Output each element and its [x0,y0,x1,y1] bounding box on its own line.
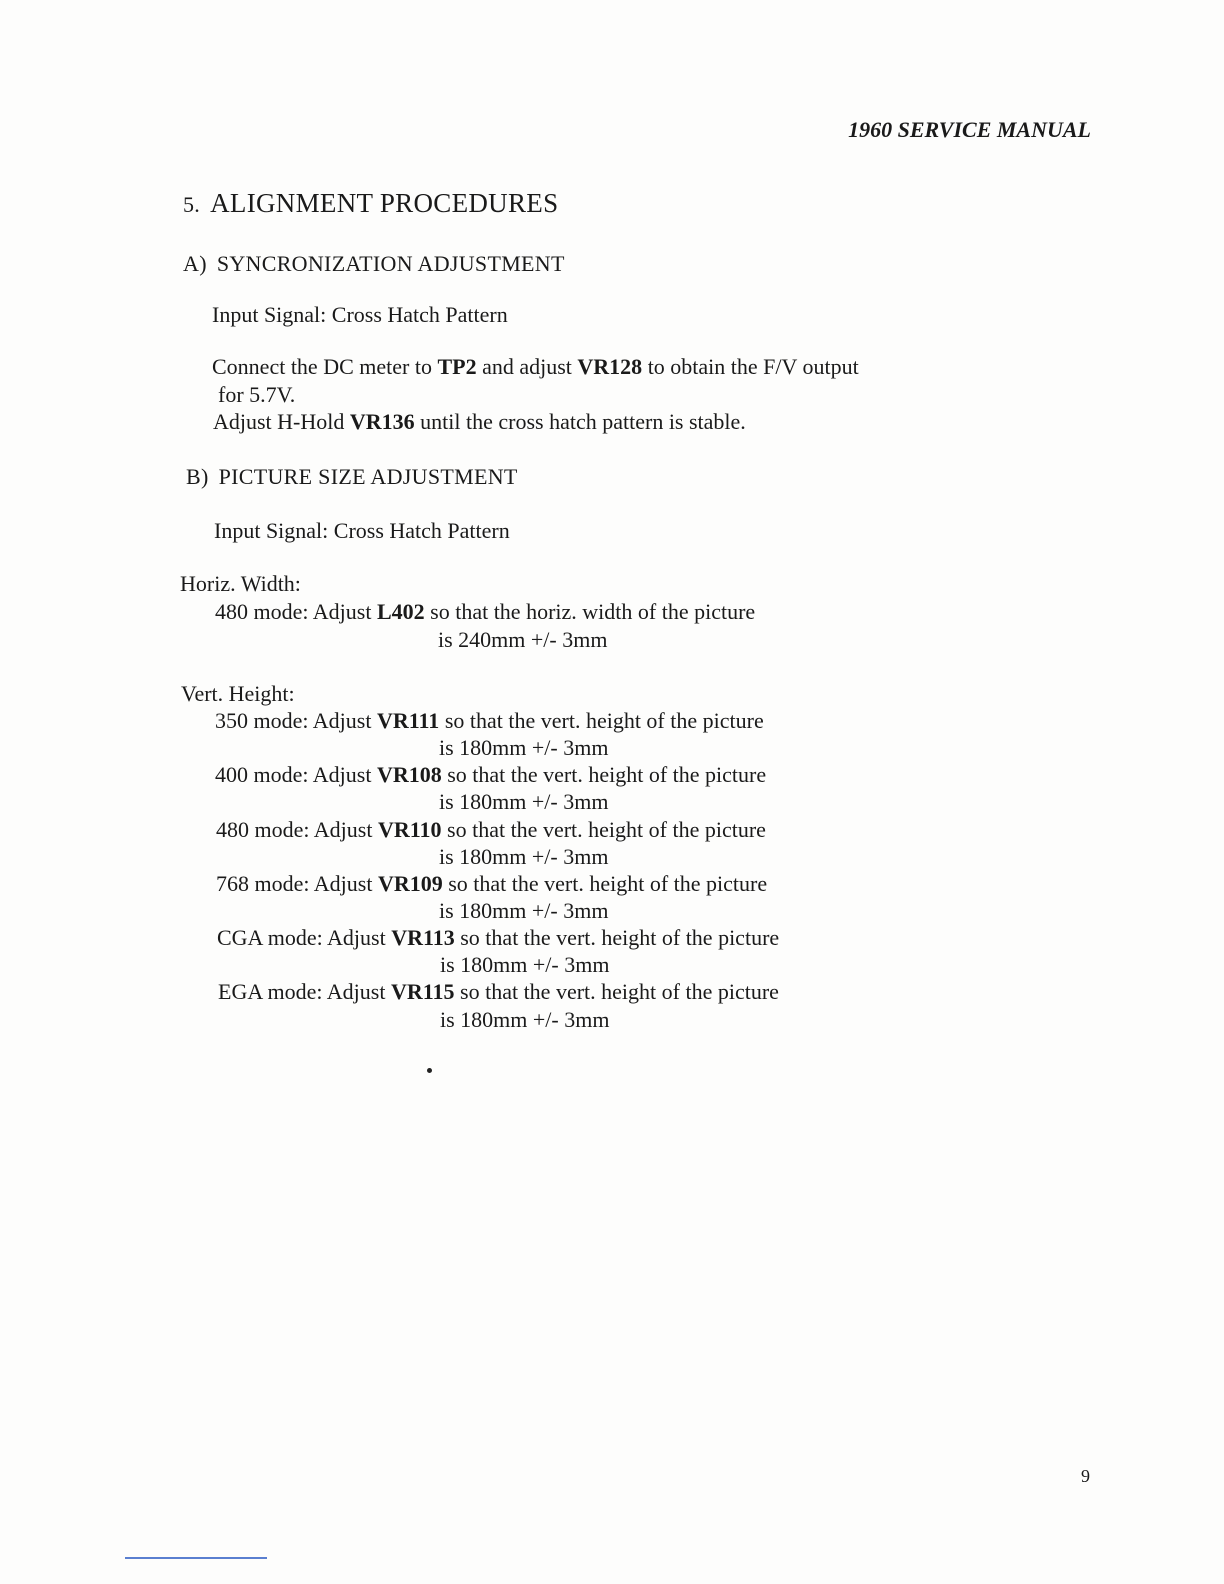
text-run: Adjust H-Hold [213,409,350,434]
sync-instruction-line-3 [213,409,746,435]
text-run: Connect the DC meter to [212,354,438,379]
control-vr136: VR136 [349,409,415,434]
text-run: so that the vert. height of the picture [441,817,766,842]
text-run: so that the horiz. width of the picture [424,599,756,624]
mode-label: 768 mode: Adjust [216,871,378,896]
sync-letter: A) [183,251,207,276]
text-run: so that the vert. height of the picture [454,979,779,1004]
vert-instruction [218,979,779,1005]
vert-spec: is 180mm +/- 3mm [439,789,609,814]
control-vr111: VR111 [376,708,440,733]
vert-spec: is 180mm +/- 3mm [440,952,610,977]
sync-heading [183,251,565,277]
vert-spec: is 180mm +/- 3mm [440,1007,610,1032]
section-title [183,188,558,219]
sync-instruction-line-2: for 5.7V. [218,382,296,407]
vert-instruction [216,817,766,843]
mode-label: 480 mode: Adjust [215,599,377,624]
mode-label: EGA mode: Adjust [218,979,391,1004]
section-title-text: ALIGNMENT PROCEDURES [210,188,559,218]
horiz-width-instruction [215,599,755,625]
control-vr109: VR109 [377,871,443,896]
text-run: until the cross hatch pattern is stable. [414,409,746,434]
size-heading [186,464,518,490]
section-number: 5. [183,192,201,217]
text-run: so that the vert. height of the picture [439,708,764,733]
control-l402: L402 [376,599,425,624]
bottom-rule [125,1557,267,1559]
control-vr115: VR115 [390,979,455,1004]
control-vr110: VR110 [377,817,442,842]
text-run: so that the vert. height of the picture [441,762,767,787]
size-letter: B) [186,464,209,489]
control-vr113: VR113 [391,925,455,950]
sync-instruction-line-1 [212,354,859,380]
control-vr108: VR108 [376,762,442,787]
mode-label: 350 mode: Adjust [215,708,377,733]
sync-title: SYNCRONIZATION ADJUSTMENT [216,251,565,276]
size-title: PICTURE SIZE ADJUSTMENT [218,464,518,489]
horiz-width-spec: is 240mm +/- 3mm [438,627,608,652]
mode-label: 480 mode: Adjust [216,817,378,842]
vert-spec: is 180mm +/- 3mm [439,844,609,869]
mode-label: CGA mode: Adjust [217,925,392,950]
page-number: 9 [1081,1466,1090,1486]
stray-mark [427,1068,432,1073]
vert-spec: is 180mm +/- 3mm [439,898,609,923]
size-input-signal: Input Signal: Cross Hatch Pattern [214,518,510,543]
text-run: and adjust [476,354,578,379]
vert-instruction [215,762,766,788]
vert-spec: is 180mm +/- 3mm [439,735,609,760]
test-point-tp2: TP2 [437,354,477,379]
vert-instruction [217,925,779,951]
vert-instruction [215,708,764,734]
text-run: so that the vert. height of the picture [442,871,768,896]
mode-label: 400 mode: Adjust [215,762,377,787]
control-vr128: VR128 [577,354,643,379]
page-header: 1960 SERVICE MANUAL [848,117,1091,142]
sync-input-signal: Input Signal: Cross Hatch Pattern [212,302,508,327]
vert-instruction [216,871,767,897]
vert-height-label: Vert. Height: [181,681,295,706]
text-run: to obtain the F/V output [642,354,859,379]
horiz-width-label: Horiz. Width: [180,571,301,596]
text-run: so that the vert. height of the picture [454,925,780,950]
